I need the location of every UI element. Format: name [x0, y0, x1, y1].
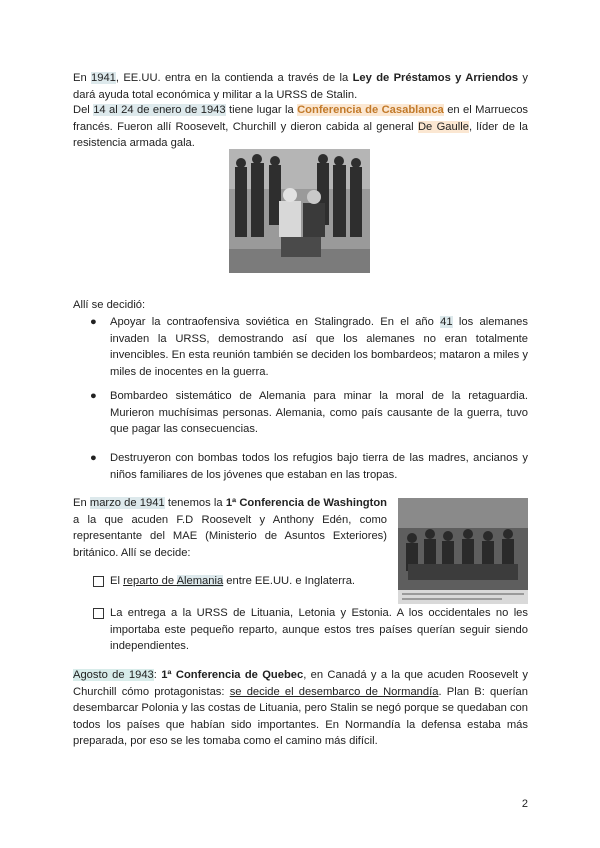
list-item: ● Destruyeron con bombas todos los refugios bajo tierra de las madres, ancianos y niños familiares de los jóvenes que estaban en las tropas. [90, 452, 528, 481]
highlight-year-1941: 1941 [91, 72, 116, 84]
highlight-august-1943: Agosto de 1943 [73, 669, 154, 681]
list-item: ● Apoyar la contraofensiva soviética en Stalingrado. En el año 41 los alemanes invaden la URSS, demostrando así que los alemanes no eran totalmente invencibles. En esta reunión también se deciden los bombardeos; mataron a miles y miles de inocentes en la guerra. [90, 316, 528, 378]
decisions-list-2 [73, 388, 528, 438]
highlight-casablanca-dates: 14 al 24 de enero de 1943 [93, 104, 226, 116]
decisions-list-3 [73, 450, 528, 483]
photo-illustration [229, 149, 370, 273]
page-number: 2 [521, 798, 528, 810]
casablanca-conference-photo [229, 149, 370, 273]
bullet-icon: ● [90, 452, 97, 464]
quebec-conference: 1ª Conferencia de Quebec [161, 669, 304, 681]
paragraph-lend-lease: En 1941, EE.UU. entra en la contienda a través de la Ley de Préstamos y Arriendos y dará ayuda total económica y militar a la URSS de Stalin. [73, 72, 529, 101]
highlight-year-41: 41 [440, 316, 453, 328]
bullet-icon: ● [90, 390, 97, 402]
decided-label: Allí se decidió: [73, 299, 146, 311]
highlight-de-gaulle: De Gaulle [417, 120, 469, 133]
casablanca-conference: Conferencia de Casablanca [297, 104, 444, 116]
lend-lease-act: Ley de Préstamos y Arriendos [352, 72, 519, 84]
highlight-march-1941: marzo de 1941 [89, 497, 165, 509]
list-item: ● Bombardeo sistemático de Alemania para minar la moral de la retaguardia. Murieron muchísimas personas. Alemania, como país causante de la guerra, tuvo que pagar las consecuencias. [90, 390, 528, 435]
photo-illustration-2 [398, 498, 528, 604]
paragraph-washington: En marzo de 1941 tenemos la 1ª Conferencia de Washington a la que acuden F.D Roosevelt y Anthony Edén, como representante del MAE (Ministerio de Asuntos Exteriores) británico. Allí se decide: [73, 497, 388, 559]
washington-conference-photo [398, 498, 528, 604]
decisions-list [73, 314, 528, 380]
bullet-icon: ● [90, 316, 97, 328]
paragraph-quebec: Agosto de 1943: 1ª Conferencia de Quebec, en Canadá y a la que acuden Roosevelt y Churchill cómo protagonistas: se decide el desembarco de Normandía. Plan B: querían desembarcar Polonia y las costas de Lituania, pero Stalin se negó porque se quedaban con todos los países que habían sido importantes. En Normandía la defensa estaba más preparada, por eso se les tomaba como el camino más difícil. [73, 669, 529, 747]
checkbox[interactable] [93, 576, 104, 587]
highlight-alemania: Alemania [176, 575, 224, 587]
washington-conference: 1ª Conferencia de Washington [225, 497, 388, 509]
paragraph-casablanca: Del 14 al 24 de enero de 1943 tiene lugar la Conferencia de Casablanca en el Marruecos francés. Fueron allí Roosevelt, Churchill y dieron cabida al general De Gaulle, líder de la resistencia armada gala. [73, 104, 529, 149]
checkbox[interactable] [93, 608, 104, 619]
check-item-germany: El reparto de Alemania entre EE.UU. e Inglaterra. [73, 573, 393, 590]
check-item-baltics: La entrega a la URSS de Lituania, Letonia y Estonia. A los occidentales no les importaba este pequeño reparto, aunque estos tres países querían seguir siendo independientes. [73, 605, 528, 655]
normandy-decision: se decide el desembarco de Normandía [229, 685, 439, 698]
